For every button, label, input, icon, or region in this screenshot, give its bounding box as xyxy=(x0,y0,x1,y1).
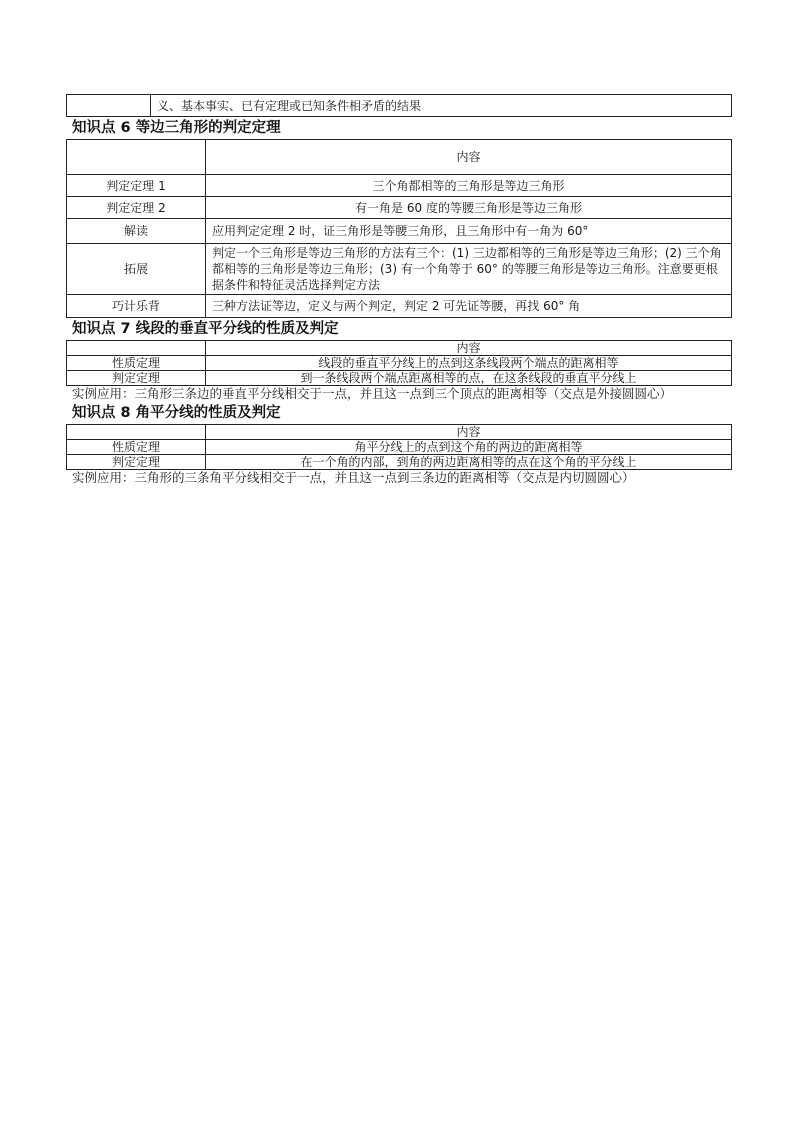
row-label: 判定定理 xyxy=(67,371,206,386)
row-label: 判定定理 2 xyxy=(67,197,206,219)
row-content: 三种方法证等边，定义与两个判定，判定 2 可先证等腰，再找 60° 角 xyxy=(206,295,732,318)
row-content: 到一条线段两个端点距离相等的点，在这条线段的垂直平分线上 xyxy=(206,371,732,386)
table-header-content: 内容 xyxy=(206,140,732,175)
row-label: 判定定理 1 xyxy=(67,175,206,197)
row-content: 角平分线上的点到这个角的两边的距离相等 xyxy=(206,440,732,455)
row-label: 性质定理 xyxy=(67,356,206,371)
section-6-title: 知识点 6 等边三角形的判定定理 xyxy=(72,120,281,136)
row-label: 解读 xyxy=(67,219,206,244)
row-content: 三个角都相等的三角形是等边三角形 xyxy=(206,175,732,197)
section-8-table xyxy=(66,424,732,470)
table-cell-label xyxy=(67,95,151,117)
row-label: 性质定理 xyxy=(67,440,206,455)
row-content: 在一个角的内部，到角的两边距离相等的点在这个角的平分线上 xyxy=(206,455,732,470)
table-header-row xyxy=(67,140,732,175)
section-6-table xyxy=(66,139,732,318)
table-header-content: 内容 xyxy=(206,425,732,440)
document-page xyxy=(66,94,732,486)
row-label: 拓展 xyxy=(67,244,206,295)
table-header-empty xyxy=(67,425,206,440)
section-8-title: 知识点 8 角平分线的性质及判定 xyxy=(72,405,281,421)
row-content: 有一角是 60 度的等腰三角形是等边三角形 xyxy=(206,197,732,219)
table-row xyxy=(67,244,732,295)
row-content: 判定一个三角形是等边三角形的方法有三个：(1) 三边都相等的三角形是等边三角形；(2) 三个角都相等的三角形是等边三角形；(3) 有一个角等于 60° 的等腰三角形是等边三角形。注意要更根据条件和特征灵活选择判定方法 xyxy=(206,244,732,295)
table-row xyxy=(67,455,732,470)
row-content: 线段的垂直平分线上的点到这条线段两个端点的距离相等 xyxy=(206,356,732,371)
table-header-empty xyxy=(67,341,206,356)
table-cell-content: 义、基本事实、已有定理或已知条件相矛盾的结果 xyxy=(151,95,732,117)
table-row xyxy=(67,371,732,386)
table-row xyxy=(67,295,732,318)
table-row xyxy=(67,95,732,117)
section-8-note: 实例应用：三角形的三条角平分线相交于一点，并且这一点到三条边的距离相等（交点是内切圆圆心） xyxy=(72,470,635,485)
section-7-title: 知识点 7 线段的垂直平分线的性质及判定 xyxy=(72,321,339,337)
row-content: 应用判定定理 2 时，证三角形是等腰三角形，且三角形中有一角为 60° xyxy=(206,219,732,244)
table-row xyxy=(67,175,732,197)
table-row xyxy=(67,440,732,455)
row-label: 巧计乐背 xyxy=(67,295,206,318)
table-row xyxy=(67,197,732,219)
table-row xyxy=(67,356,732,371)
table-header-empty xyxy=(67,140,206,175)
table-row xyxy=(67,219,732,244)
section-7-table xyxy=(66,340,732,386)
table-header-content: 内容 xyxy=(206,341,732,356)
continued-table xyxy=(66,94,732,117)
section-7-note: 实例应用：三角形三条边的垂直平分线相交于一点，并且这一点到三个顶点的距离相等（交点是外接圆圆心） xyxy=(72,386,673,401)
table-header-row xyxy=(67,341,732,356)
table-header-row xyxy=(67,425,732,440)
row-label: 判定定理 xyxy=(67,455,206,470)
